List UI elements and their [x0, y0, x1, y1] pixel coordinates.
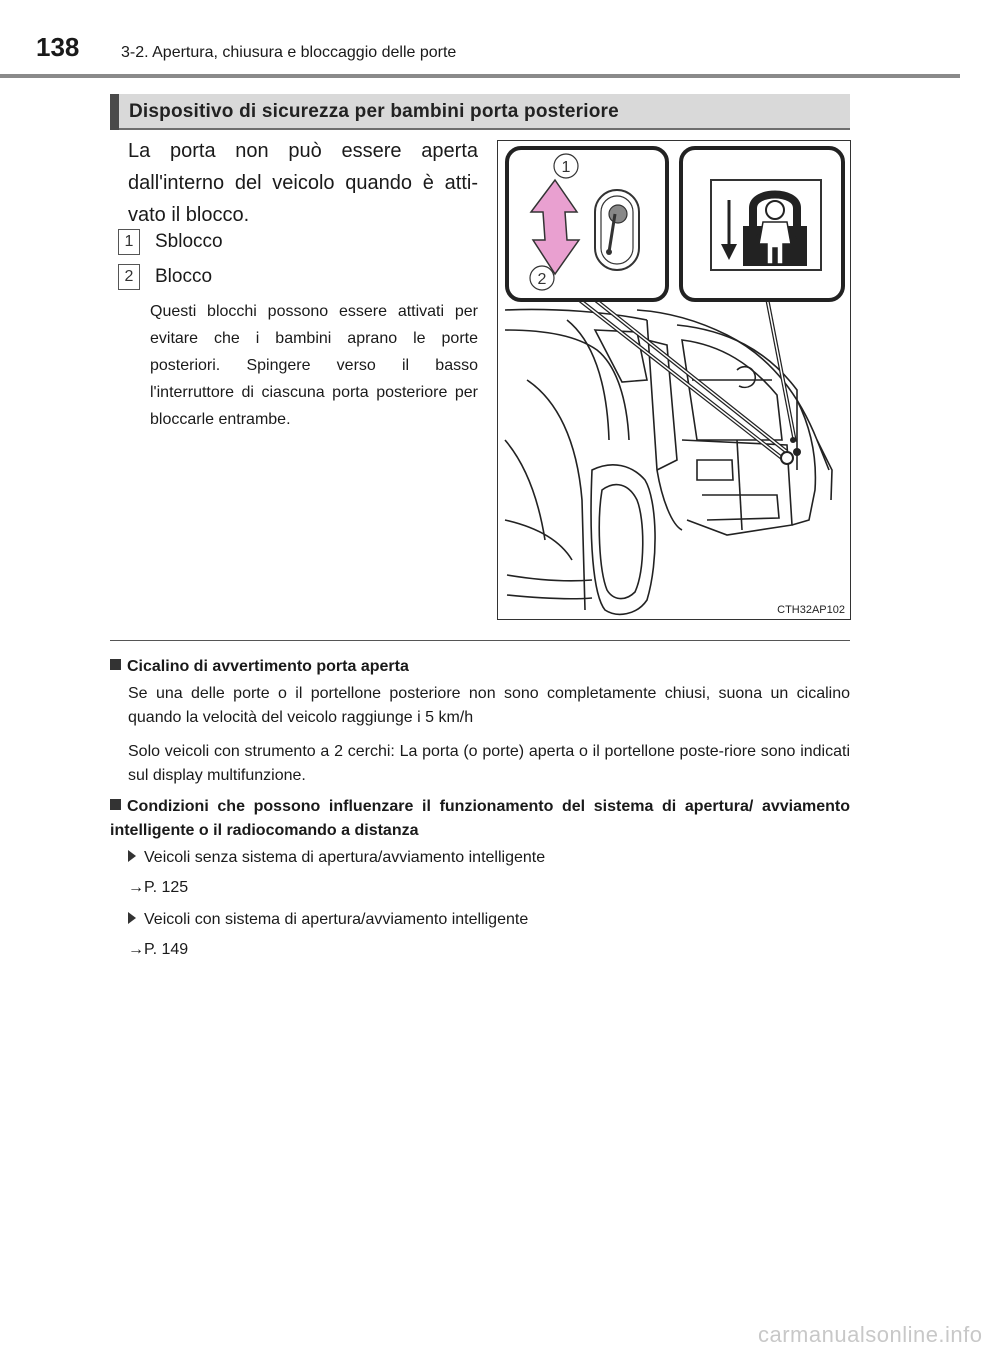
list-item	[128, 846, 545, 870]
beeper-heading	[110, 655, 850, 679]
triangle-bullet-icon	[128, 850, 136, 862]
svg-text:1: 1	[561, 159, 571, 176]
beeper-paragraph-2: Solo veicoli con strumento a 2 cerchi: La porta (o porte) aperta o il portellone poste-riore sono indicati sul display multifunzione.	[128, 743, 850, 784]
child-lock-symbol-icon	[711, 180, 821, 270]
watermark: carmanualsonline.info	[758, 1322, 983, 1347]
child-lock-illustration	[497, 140, 851, 620]
callout-label: Blocco	[155, 266, 213, 287]
header-rule	[0, 74, 960, 78]
figure-code: CTH32AP102	[777, 604, 845, 616]
list-item-text: Veicoli con sistema di apertura/avviamento intelligente	[144, 911, 529, 928]
callout-2-icon	[530, 266, 554, 290]
section-marker	[110, 94, 119, 130]
list-item-text: Veicoli senza sistema di apertura/avviamento intelligente	[144, 849, 546, 866]
list-item	[128, 908, 528, 932]
square-bullet-icon	[110, 659, 121, 670]
page-reference-link[interactable]: →P. 125	[128, 879, 189, 896]
section-title: Dispositivo di sicurezza per bambini porta posteriore	[129, 101, 619, 122]
section-heading-bar	[110, 94, 850, 130]
beeper-heading-text: Cicalino di avvertimento porta aperta	[127, 658, 409, 675]
beeper-paragraph-1: Se una delle porte o il portellone posteriore non sono completamente chiusi, suona un cicalino quando la velocità del veicolo raggiunge i 5 km/h	[128, 685, 850, 726]
triangle-bullet-icon	[128, 912, 136, 924]
page-header	[0, 0, 960, 80]
callout-1-icon	[554, 154, 578, 178]
note-paragraph: Questi blocchi possono essere attivati per evitare che i bambini aprano le porte posteriori. Spingere verso il basso l'interruttore di ciascuna porta posteriore per bloccarle entrambe.	[150, 303, 478, 428]
conditions-heading	[110, 795, 850, 843]
intro-paragraph: La porta non può essere aperta dall'interno del veicolo quando è atti-vato il blocco.	[128, 140, 478, 226]
square-bullet-icon	[110, 799, 121, 810]
svg-text:2: 2	[537, 271, 547, 288]
callout-number: 1	[118, 229, 140, 255]
page-number: 138	[36, 32, 80, 62]
running-title: 3-2. Apertura, chiusura e bloccaggio delle porte	[121, 44, 457, 61]
callout-label: Sblocco	[155, 231, 223, 252]
conditions-heading-text: Condizioni che possono influenzare il funzionamento del sistema di apertura/ avviamento intelligente o il radiocomando a distanza	[110, 798, 850, 839]
callout-lock	[118, 264, 212, 290]
section-divider	[110, 640, 850, 641]
callout-number: 2	[118, 264, 140, 290]
page-reference-link[interactable]: →P. 149	[128, 941, 189, 958]
child-lock-switch-icon	[595, 190, 639, 270]
callout-unlock	[118, 229, 223, 255]
